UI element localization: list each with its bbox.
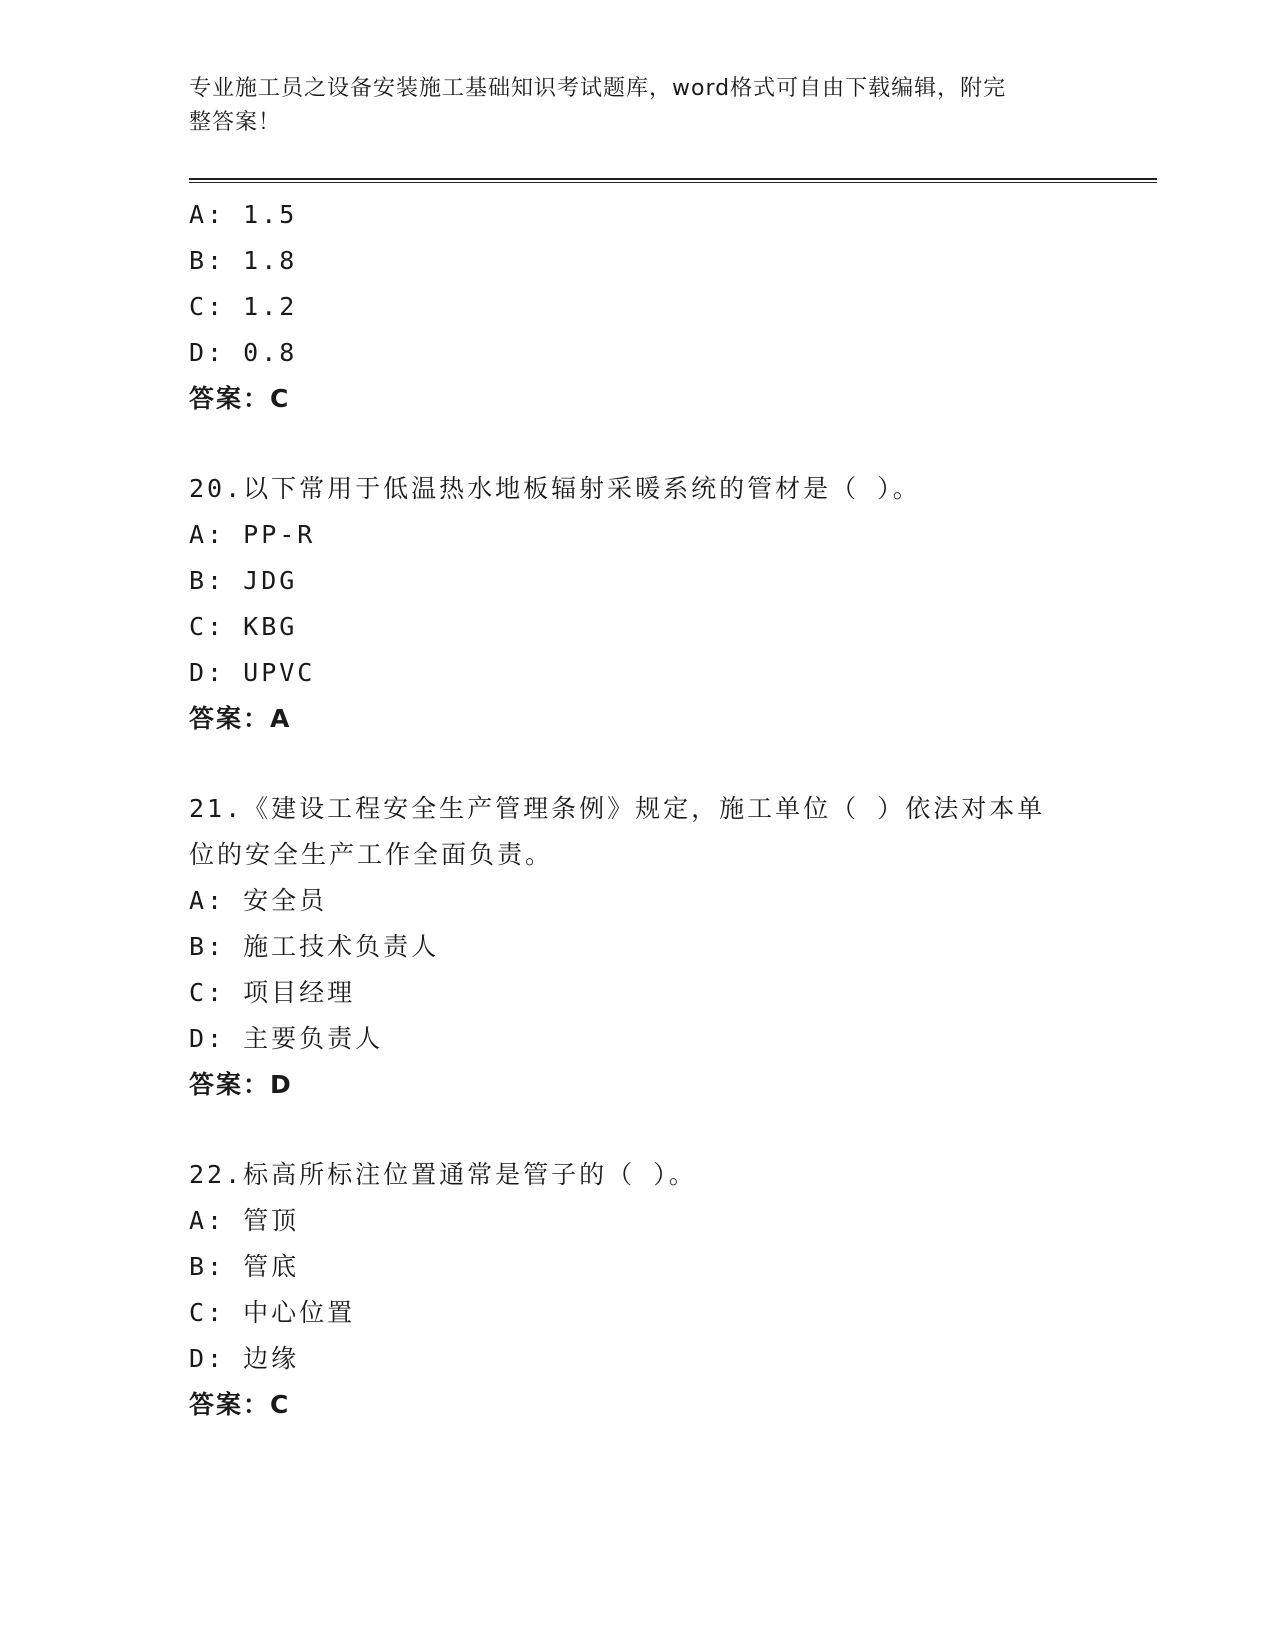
answer-line: 答案：D [189, 1070, 293, 1099]
option-d: D: 边缘 [189, 1344, 300, 1373]
spacer [189, 742, 1157, 786]
option-d: D: 主要负责人 [189, 1024, 384, 1053]
option-a: A: 管顶 [189, 1206, 300, 1235]
answer-line: 答案：C [189, 384, 291, 413]
option-d: D: UPVC [189, 658, 316, 687]
question-text: 22.标高所标注位置通常是管子的（ ）。 [189, 1160, 697, 1189]
header-divider [189, 178, 1157, 183]
question-block-20 [189, 466, 1157, 742]
option-c: C: KBG [189, 612, 298, 641]
document-header [189, 72, 1089, 140]
option-b: B: JDG [189, 566, 298, 595]
answer-line: 答案：A [189, 704, 292, 733]
option-c: C: 中心位置 [189, 1298, 356, 1327]
spacer [189, 1108, 1157, 1152]
option-a: A: PP-R [189, 520, 316, 549]
question-block-19 [189, 192, 1157, 422]
spacer [189, 422, 1157, 466]
question-list [189, 192, 1157, 1428]
header-title-line-2: 整答案！ [189, 110, 282, 135]
option-a: A: 安全员 [189, 886, 328, 915]
question-text-line-1: 21.《建设工程安全生产管理条例》规定，施工单位（ ）依法对本单 [189, 794, 1046, 823]
option-b: B: 1.8 [189, 246, 298, 275]
option-b: B: 施工技术负责人 [189, 932, 440, 961]
question-text-line-2: 位的安全生产工作全面负责。 [189, 840, 554, 869]
question-block-21 [189, 786, 1157, 1108]
question-block-22 [189, 1152, 1157, 1428]
answer-line: 答案：C [189, 1390, 291, 1419]
option-c: C: 1.2 [189, 292, 298, 321]
option-b: B: 管底 [189, 1252, 300, 1281]
header-title-line-1: 专业施工员之设备安装施工基础知识考试题库，word格式可自由下载编辑，附完 [189, 76, 1007, 101]
option-d: D: 0.8 [189, 338, 298, 367]
question-text: 20.以下常用于低温热水地板辐射采暖系统的管材是（ ）。 [189, 474, 921, 503]
option-c: C: 项目经理 [189, 978, 356, 1007]
option-a: A: 1.5 [189, 200, 298, 229]
